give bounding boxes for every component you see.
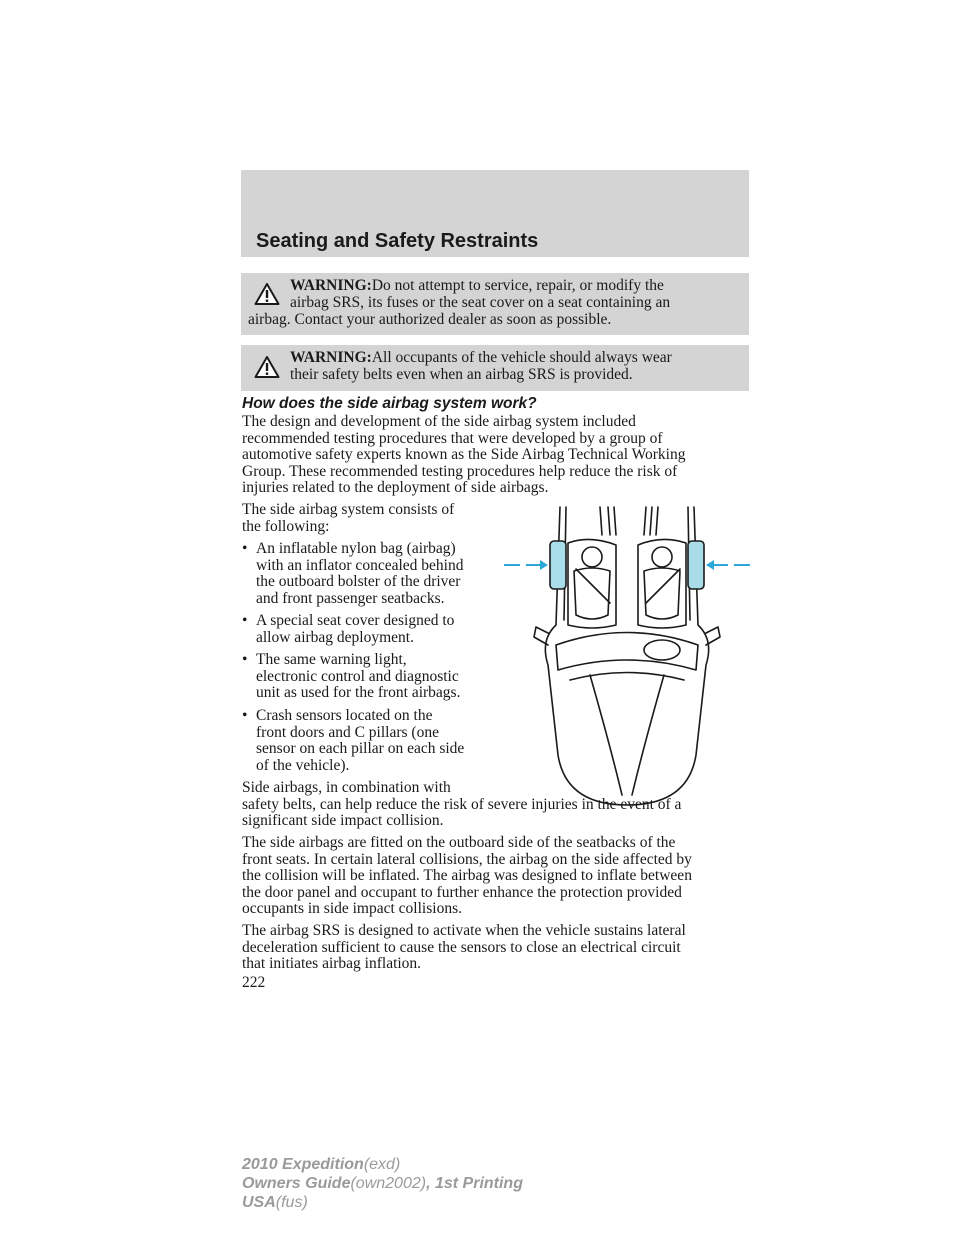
bullet-line: electronic control and diagnostic — [256, 667, 459, 685]
warning-triangle-icon — [254, 355, 280, 379]
combination-line: significant side impact collision. — [242, 812, 444, 830]
bullet-dot: • — [242, 651, 248, 668]
passenger-head — [652, 547, 672, 567]
rear-seat-left — [600, 507, 616, 535]
bullet-item — [242, 651, 496, 702]
bullet-line: sensor on each pillar on each side — [256, 740, 465, 758]
rear-seat-right — [644, 507, 658, 535]
bullet-line: with an inflator concealed behind — [256, 556, 464, 574]
intro-line: injuries related to the deployment of side airbags. — [242, 479, 549, 497]
warning-2-line-2: their safety belts even when an airbag SRS is provided. — [290, 366, 633, 383]
bullet-line: the outboard bolster of the driver — [256, 573, 461, 591]
activate-line: The airbag SRS is designed to activate when the vehicle sustains lateral — [242, 922, 686, 939]
intro-line: The design and development of the side airbag system included — [242, 413, 636, 430]
combination-line: Side airbags, in combination with — [242, 779, 451, 796]
activate-line: that initiates airbag inflation. — [242, 955, 422, 973]
fitted-line: front seats. In certain lateral collisions, the airbag on the side affected by — [242, 850, 692, 868]
hood-line — [570, 673, 684, 681]
warning-1-line-2: airbag SRS, its fuses or the seat cover on a seat containing an — [290, 294, 671, 311]
passenger-belt — [646, 569, 680, 603]
driver-belt — [576, 569, 610, 603]
fitted-line: the door panel and occupant to further enhance the protection provided — [242, 883, 682, 901]
bullet-dot: • — [242, 707, 248, 724]
footer-line-3: USA(fus) — [242, 1194, 308, 1211]
bullet-line: A special seat cover designed to — [256, 612, 455, 629]
steering-wheel — [644, 640, 680, 660]
intro-line: recommended testing procedures that were developed by a group of — [242, 429, 663, 447]
section-heading: How does the side airbag system work? — [242, 395, 537, 412]
warning-triangle-icon — [254, 282, 280, 306]
side-airbag-vehicle-illustration — [500, 505, 755, 810]
passenger-body — [644, 568, 680, 619]
intro-line: Group. These recommended testing procedures help reduce the risk of — [242, 462, 678, 480]
hood-crease-left — [590, 675, 622, 795]
bullet-item — [242, 612, 496, 646]
side-airbag-right — [688, 541, 704, 589]
fitted-line: The side airbags are fitted on the outboard side of the seatbacks of the — [242, 834, 676, 851]
warning-2-line-1: WARNING:All occupants of the vehicle should always wear — [290, 349, 672, 366]
fitted-line: occupants in side impact collisions. — [242, 900, 462, 918]
bullet-dot: • — [242, 540, 248, 557]
bullet-line: The same warning light, — [256, 651, 407, 668]
activate-line: deceleration sufficient to cause the sensors to close an electrical circuit — [242, 938, 681, 956]
bullet-line: and front passenger seatbacks. — [256, 589, 445, 607]
side-airbag-left — [550, 541, 566, 589]
bullet-item — [242, 707, 496, 774]
fitted-line: the collision will be inflated. The airbag was designed to inflate between — [242, 867, 692, 885]
driver-body — [574, 568, 610, 619]
intro-line: automotive safety experts known as the Side Airbag Technical Working — [242, 446, 686, 464]
bullet-line: An inflatable nylon bag (airbag) — [256, 540, 456, 557]
bullet-line: of the vehicle). — [256, 756, 350, 774]
consists-line: The side airbag system consists of — [242, 501, 455, 518]
section-title: Seating and Safety Restraints — [256, 230, 539, 252]
hood-crease-right — [632, 675, 664, 795]
bullet-line: unit as used for the front airbags. — [256, 684, 461, 702]
warning-1-line-3: airbag. Contact your authorized dealer as soon as possible. — [248, 311, 612, 328]
bullet-item — [242, 540, 496, 607]
driver-head — [582, 547, 602, 567]
warning-1-line-1: WARNING:Do not attempt to service, repair, or modify the — [290, 277, 664, 294]
footer-line-1: 2010 Expedition(exd) — [242, 1156, 401, 1173]
consists-line: the following: — [242, 517, 330, 535]
bullet-dot: • — [242, 612, 248, 629]
print-footer — [242, 1155, 523, 1212]
vehicle-body-outline — [545, 507, 708, 805]
footer-line-2: Owners Guide(own2002), 1st Printing — [242, 1175, 523, 1192]
dashboard — [556, 633, 698, 671]
combination-line: safety belts, can help reduce the risk of severe injuries in the event of a — [242, 795, 682, 813]
bullet-line: allow airbag deployment. — [256, 628, 414, 646]
bullet-line: Crash sensors located on the — [256, 707, 433, 724]
page-number: 222 — [242, 974, 266, 991]
bullet-line: front doors and C pillars (one — [256, 723, 439, 741]
